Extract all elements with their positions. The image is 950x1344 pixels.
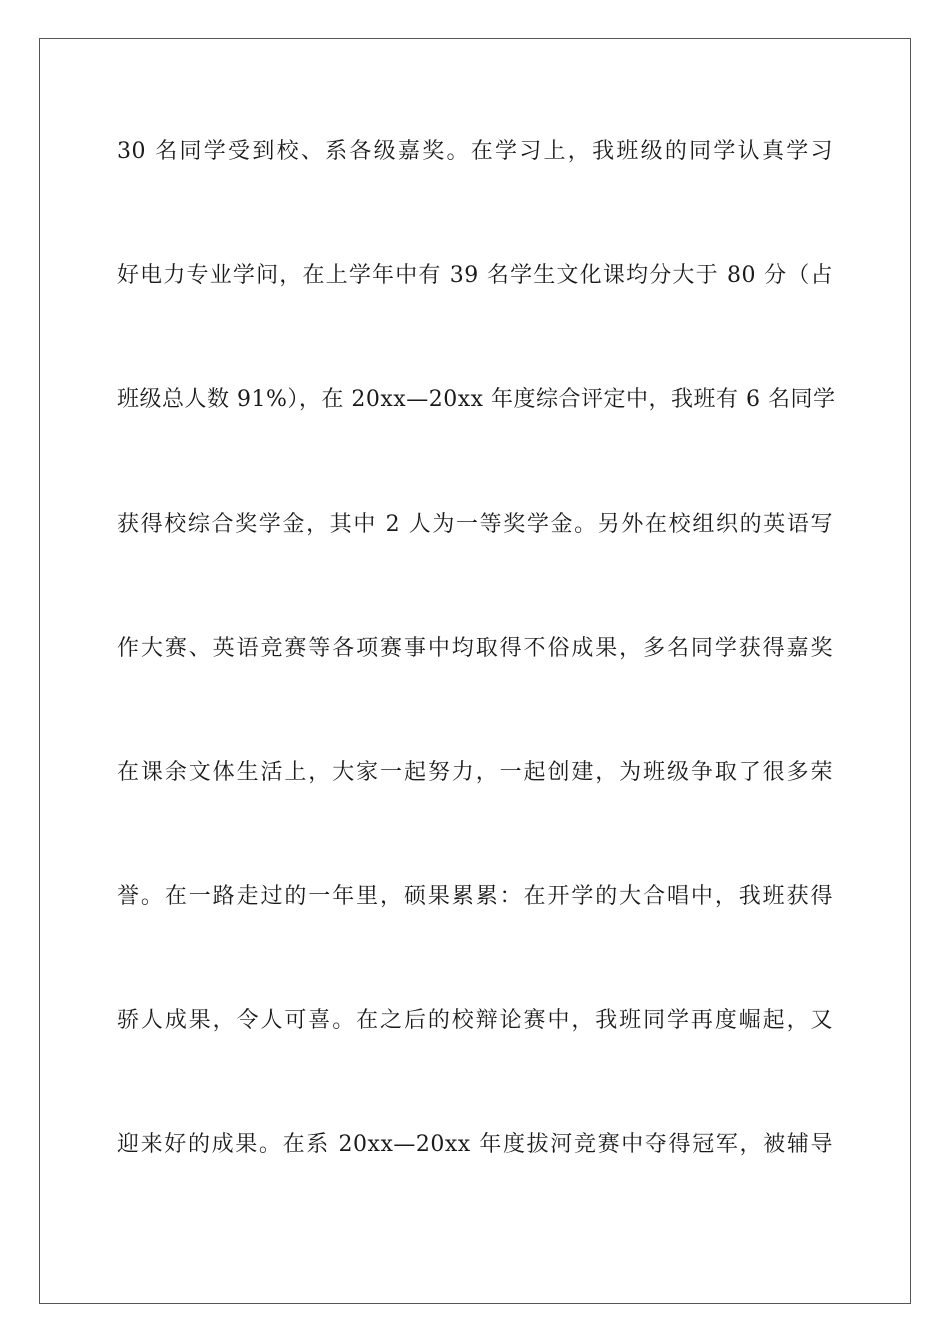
body-text-line: 获得校综合奖学金，其中 2 人为一等奖学金。另外在校组织的英语写: [117, 512, 833, 537]
body-text-line: 誉。在一路走过的一年里，硕果累累：在开学的大合唱中，我班获得: [117, 884, 833, 909]
body-text-line: 班级总人数 91%），在 20xx—20xx 年度综合评定中，我班有 6 名同学: [117, 387, 836, 412]
page-border: [39, 38, 911, 1304]
body-text-line: 迎来好的成果。在系 20xx—20xx 年度拔河竞赛中夺得冠军，被辅导: [117, 1132, 833, 1157]
body-text-line: 在课余文体生活上，大家一起努力，一起创建，为班级争取了很多荣: [117, 760, 833, 785]
body-text-line: 好电力专业学问，在上学年中有 39 名学生文化课均分大于 80 分（占: [117, 263, 833, 288]
body-text-line: 30 名同学受到校、系各级嘉奖。在学习上，我班级的同学认真学习: [117, 139, 833, 164]
body-text-line: 作大赛、英语竞赛等各项赛事中均取得不俗成果，多名同学获得嘉奖: [117, 636, 833, 661]
body-text-line: 骄人成果，令人可喜。在之后的校辩论赛中，我班同学再度崛起，又: [117, 1008, 833, 1033]
